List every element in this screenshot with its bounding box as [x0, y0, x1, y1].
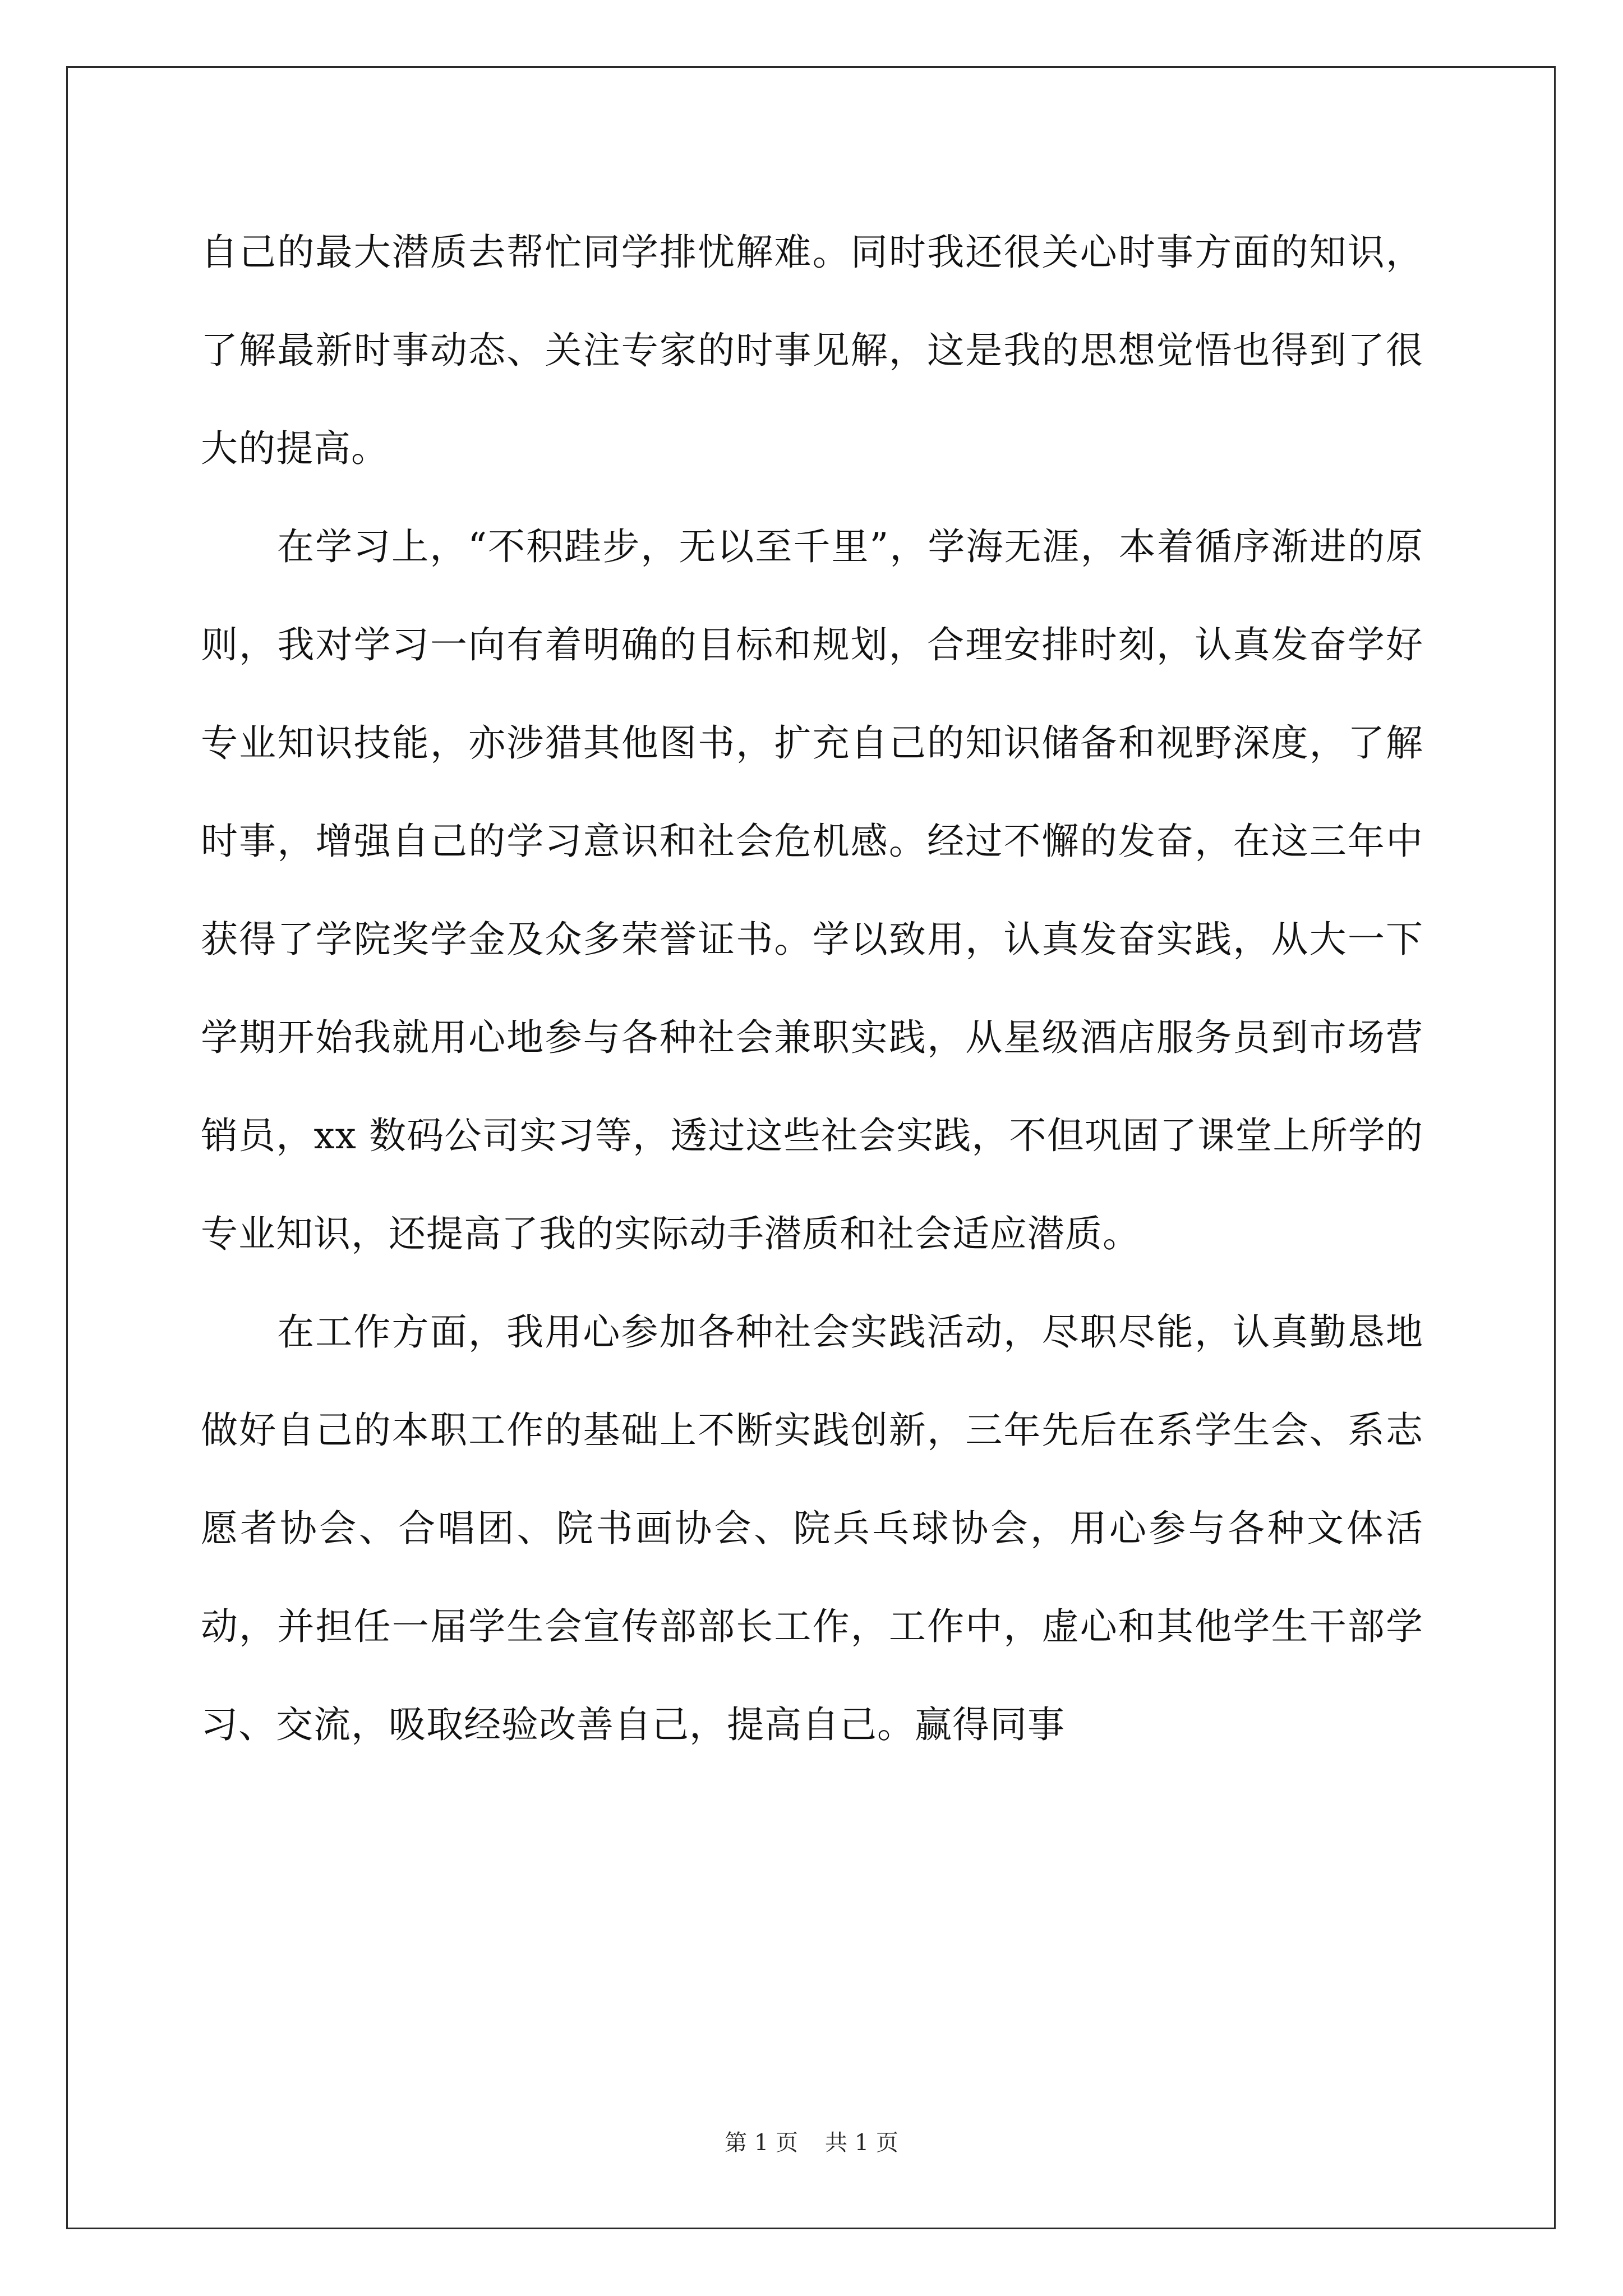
paragraph-2: 在学习上，“不积跬步，无以至千里”，学海无涯，本着循序渐进的原则，我对学习一向有着明确的目标和规划，合理安排时刻，认真发奋学好专业知识技能，亦涉猎其他图书，扩充自己的知识储备和视野深度，了解时事，增强自己的学习意识和社会危机感。经过不懈的发奋，在这三年中获得了学院奖学金及众多荣誉证书。学以致用，认真发奋实践，从大一下学期开始我就用心地参与各种社会兼职实践，从星级酒店服务员到市场营销员，xx 数码公司实习等，透过这些社会实践，不但巩固了课堂上所学的专业知识，还提高了我的实际动手潜质和社会适应潜质。 — [201, 525, 1423, 1255]
document-body — [201, 203, 1423, 1774]
page-number-total: 共 1 页 — [825, 2130, 898, 2156]
paragraph-1: 自己的最大潜质去帮忙同学排忧解难。同时我还很关心时事方面的知识，了解最新时事动态、关注专家的时事见解，这是我的思想觉悟也得到了很大的提高。 — [201, 231, 1423, 470]
paragraph-3: 在工作方面，我用心参加各种社会实践活动，尽职尽能，认真勤恳地做好自己的本职工作的基础上不断实践创新，三年先后在系学生会、系志愿者协会、合唱团、院书画协会、院兵乓球协会，用心参与各种文体活动，并担任一届学生会宣传部部长工作，工作中，虚心和其他学生干部学习、交流，吸取经验改善自己，提高自己。赢得同事 — [201, 1310, 1423, 1746]
page-number-current: 第 1 页 — [725, 2130, 798, 2156]
page-footer — [0, 2127, 1623, 2159]
